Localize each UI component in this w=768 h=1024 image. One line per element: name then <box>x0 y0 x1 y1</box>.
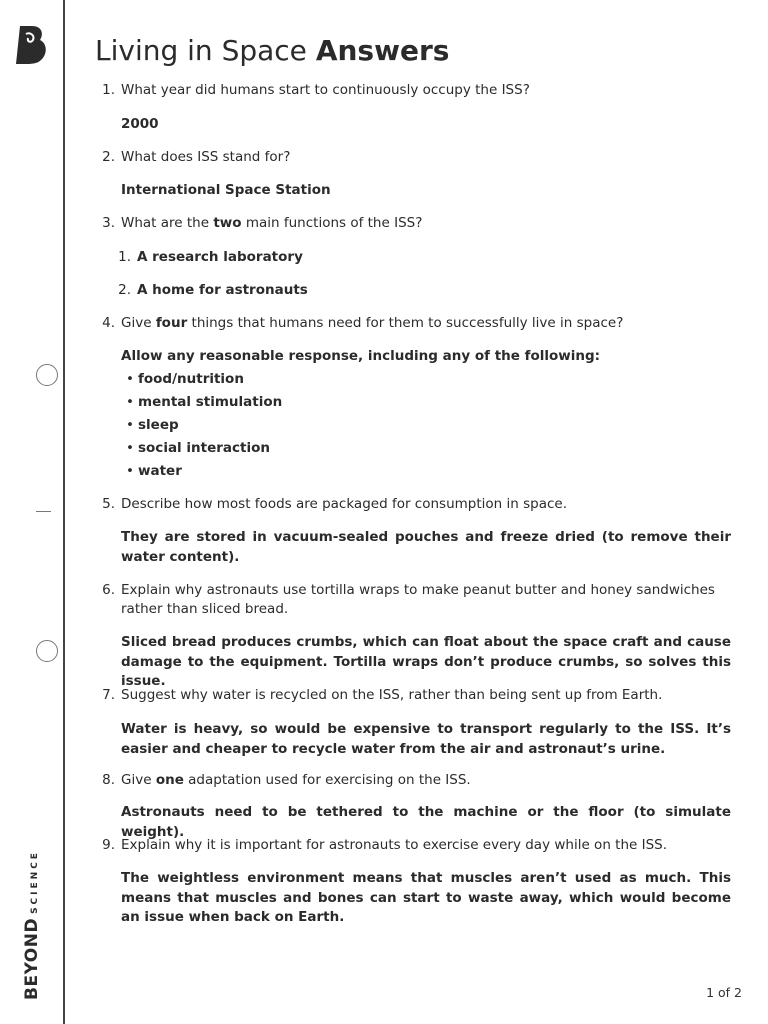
question-text: Give one adaptation used for exercising on the ISS. <box>121 772 471 788</box>
brand-word-beyond: BEYOND <box>22 917 42 1000</box>
answer-6: Sliced bread produces crumbs, which can float about the space craft and cause damage to the equipment. Tortilla wraps don’t produce crumbs, so solves this issue. <box>121 634 731 689</box>
question-8 <box>95 771 731 790</box>
question-3 <box>95 214 731 233</box>
answer-8: Astronauts need to be tethered to the machine or the floor (to simulate weight). <box>121 804 731 840</box>
answer-5: They are stored in vacuum-sealed pouches and freeze dried (to remove their water content). <box>121 529 731 565</box>
punch-hole-bottom <box>36 640 58 662</box>
answer-9: The weightless environment means that muscles aren’t used as much. This means that muscles and bones can start to waste away, which would become an issue when back on Earth. <box>121 870 731 925</box>
question-number: 4. <box>102 315 115 331</box>
question-text: Give four things that humans need for them to successfully live in space? <box>121 315 624 331</box>
bullet-item: • sleep <box>126 417 179 433</box>
fold-mark <box>36 511 51 512</box>
margin-line <box>63 0 65 1024</box>
question-number: 7. <box>102 687 115 703</box>
question-number: 1. <box>102 82 115 98</box>
question-text: Explain why it is important for astronauts to exercise every day while on the ISS. <box>121 837 668 853</box>
page-title <box>95 34 449 67</box>
question-5 <box>95 495 731 514</box>
question-text: What year did humans start to continuously occupy the ISS? <box>121 82 530 98</box>
question-text: Explain why astronauts use tortilla wraps to make peanut butter and honey sandwiches rather than sliced bread. <box>121 582 715 617</box>
answer-2: International Space Station <box>121 182 331 198</box>
question-text: What does ISS stand for? <box>121 149 291 165</box>
answer-7: Water is heavy, so would be expensive to transport regularly to the ISS. It’s easier and cheaper to recycle water from the air and astronaut’s urine. <box>121 721 731 757</box>
brand-vertical <box>22 850 42 1000</box>
question-4 <box>95 314 731 333</box>
brand-word-science: SCIENCE <box>30 850 40 914</box>
answer-3-item-1: 1. A research laboratory <box>118 249 303 265</box>
question-number: 3. <box>102 215 115 231</box>
question-number: 8. <box>102 772 115 788</box>
bullet-item: • water <box>126 463 182 479</box>
bullet-item: • social interaction <box>126 440 270 456</box>
answer-1: 2000 <box>121 116 159 132</box>
question-9 <box>95 836 731 855</box>
question-1 <box>95 81 731 100</box>
question-text: What are the two main functions of the ISS? <box>121 215 423 231</box>
bullet-item: • mental stimulation <box>126 394 283 410</box>
question-text: Suggest why water is recycled on the ISS, rather than being sent up from Earth. <box>121 687 663 703</box>
answer-4-intro: Allow any reasonable response, including any of the following: <box>121 348 601 364</box>
title-bold: Answers <box>315 34 450 67</box>
punch-hole-top <box>36 364 58 386</box>
question-number: 9. <box>102 837 115 853</box>
title-light: Living in Space <box>95 34 316 67</box>
question-7 <box>95 686 731 705</box>
question-number: 2. <box>102 149 115 165</box>
question-number: 5. <box>102 496 115 512</box>
answer-3-item-2: 2. A home for astronauts <box>118 282 308 298</box>
question-number: 6. <box>102 582 115 598</box>
question-text: Describe how most foods are packaged for consumption in space. <box>121 496 567 512</box>
page-number: 1 of 2 <box>706 985 742 1000</box>
bullet-item: • food/nutrition <box>126 371 244 387</box>
question-2 <box>95 148 731 167</box>
b-logo-icon <box>14 24 50 66</box>
question-6 <box>95 581 731 619</box>
